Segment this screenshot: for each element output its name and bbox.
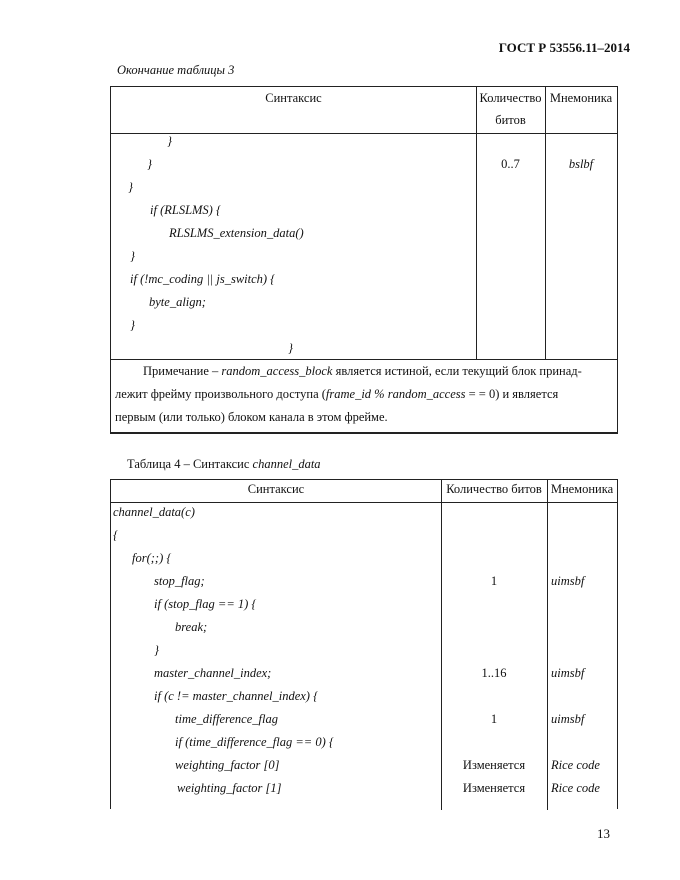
table3 bbox=[110, 86, 618, 434]
code-line: } bbox=[288, 341, 293, 355]
table3-header-bits-line1: Количество bbox=[479, 91, 542, 105]
table4-header-mnemonic: Мнемоника bbox=[550, 482, 614, 496]
mnemonic-cell: uimsbf bbox=[551, 574, 585, 588]
table4 bbox=[110, 479, 618, 809]
code-line: } bbox=[147, 157, 152, 171]
table3-header-bits bbox=[476, 87, 545, 131]
code-line: byte_align; bbox=[149, 295, 206, 309]
code-line: time_difference_flag bbox=[175, 712, 278, 726]
code-line: } bbox=[128, 180, 133, 194]
table3-note-line3: первым (или только) блоком канала в этом фрейме. bbox=[115, 410, 388, 424]
mnemonic-cell: Rice code bbox=[551, 758, 600, 772]
table3-header-mnemonic: Мнемоника bbox=[549, 91, 613, 105]
table3-header-bits-line2: битов bbox=[495, 113, 526, 127]
code-line: channel_data(c) bbox=[113, 505, 195, 519]
table4-caption: Таблица 4 – Синтаксис channel_data bbox=[127, 457, 321, 471]
code-line: break; bbox=[175, 620, 208, 634]
page-number: 13 bbox=[597, 826, 610, 841]
table3-caption: Окончание таблицы 3 bbox=[117, 63, 235, 77]
code-line: for(;;) { bbox=[132, 551, 172, 565]
code-line: weighting_factor [0] bbox=[175, 758, 280, 772]
code-line: } bbox=[130, 318, 135, 332]
mnemonic-cell: uimsbf bbox=[551, 666, 585, 680]
bits-cell: 1..16 bbox=[481, 666, 507, 680]
standard-header: ГОСТ Р 53556.11–2014 bbox=[498, 40, 630, 55]
table3-bits-value: 0..7 bbox=[501, 157, 520, 171]
mnemonic-cell: Rice code bbox=[551, 781, 600, 795]
code-line: master_channel_index; bbox=[154, 666, 272, 680]
code-line: if (!mc_coding || js_switch) { bbox=[130, 272, 276, 286]
bits-cell: Изменяется bbox=[462, 781, 526, 795]
code-line: if (time_difference_flag == 0) { bbox=[175, 735, 334, 749]
code-line: stop_flag; bbox=[154, 574, 205, 588]
bits-cell: Изменяется bbox=[462, 758, 526, 772]
code-line: weighting_factor [1] bbox=[177, 781, 282, 795]
code-line: { bbox=[113, 528, 118, 542]
code-line: if (RLSLMS) { bbox=[150, 203, 221, 217]
code-line: if (c != master_channel_index) { bbox=[154, 689, 319, 703]
code-line: } bbox=[167, 134, 172, 148]
table3-mnemonic-value: bslbf bbox=[568, 157, 594, 171]
bits-cell: 1 bbox=[490, 574, 498, 588]
table4-header-bits: Количество битов bbox=[446, 482, 542, 496]
table3-note-line2: лежит фрейму произвольного доступа (frame_id % random_access = = 0) и является bbox=[115, 387, 559, 401]
code-line: } bbox=[154, 643, 159, 657]
bits-cell: 1 bbox=[490, 712, 498, 726]
code-line: RLSLMS_extension_data() bbox=[169, 226, 304, 240]
code-line: if (stop_flag == 1) { bbox=[154, 597, 257, 611]
table4-header-syntax: Синтаксис bbox=[247, 482, 305, 496]
mnemonic-cell: uimsbf bbox=[551, 712, 585, 726]
code-line: } bbox=[130, 249, 135, 263]
table3-header-syntax: Синтаксис bbox=[265, 91, 322, 105]
table3-note-line1: Примечание – random_access_block является истиной, если текущий блок принад- bbox=[143, 364, 582, 378]
